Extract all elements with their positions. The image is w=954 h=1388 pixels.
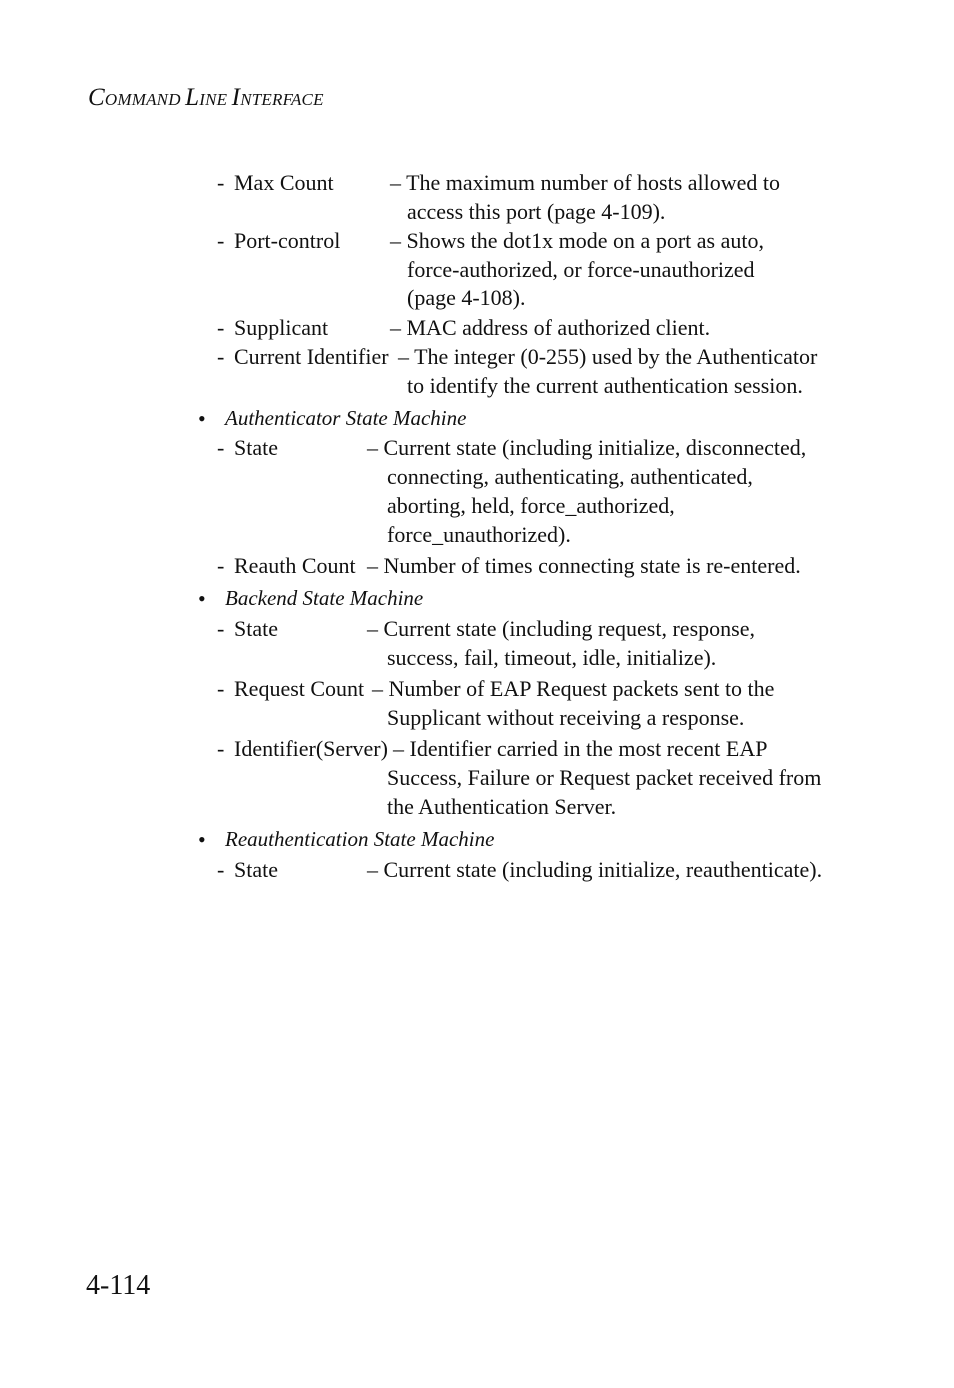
item-description-continued: Supplicant without receiving a response.: [387, 705, 745, 730]
item-dash: -: [217, 676, 225, 701]
item-description: – MAC address of authorized client.: [390, 315, 711, 340]
item-description-continued: the Authentication Server.: [387, 794, 617, 819]
item-dash: -: [217, 435, 225, 460]
item-description-continued: force_unauthorized).: [387, 522, 571, 547]
section-title: Authenticator State Machine: [225, 406, 467, 430]
item-label: Request Count: [234, 676, 365, 701]
bullet-icon: •: [198, 827, 206, 852]
item-description: – Current state (including initialize, reauthenticate).: [367, 857, 823, 882]
item-description: – Current state (including initialize, disconnected,: [367, 435, 807, 460]
item-description-continued: (page 4-108).: [407, 285, 526, 310]
running-header: COMMAND LINE INTERFACE: [88, 84, 324, 111]
item-dash: -: [217, 736, 225, 761]
item-description: – The integer (0-255) used by the Authenticator: [398, 344, 818, 369]
item-description-continued: access this port (page 4-109).: [407, 199, 666, 224]
item-dash: -: [217, 857, 225, 882]
item-label: State: [234, 616, 278, 641]
item-label: State: [234, 435, 278, 460]
item-description: – Number of times connecting state is re-entered.: [367, 553, 801, 578]
item-label: Supplicant: [234, 315, 329, 340]
item-description: – Identifier carried in the most recent EAP: [393, 736, 768, 761]
item-description: – The maximum number of hosts allowed to: [390, 170, 781, 195]
item-dash: -: [217, 170, 225, 195]
item-label: Max Count: [234, 170, 334, 195]
item-description-continued: Success, Failure or Request packet received from: [387, 765, 822, 790]
item-label: Reauth Count: [234, 553, 356, 578]
item-description-continued: to identify the current authentication session.: [407, 373, 803, 398]
section-title: Reauthentication State Machine: [225, 827, 495, 851]
item-description: – Number of EAP Request packets sent to the: [372, 676, 775, 701]
item-description: – Current state (including request, response,: [367, 616, 755, 641]
item-description-continued: aborting, held, force_authorized,: [387, 493, 675, 518]
item-description-continued: force-authorized, or force-unauthorized: [407, 257, 755, 282]
item-dash: -: [217, 344, 225, 369]
bullet-icon: •: [198, 406, 206, 431]
page-number: 4-114: [86, 1270, 151, 1301]
item-dash: -: [217, 616, 225, 641]
item-description-continued: connecting, authenticating, authenticated,: [387, 464, 753, 489]
item-description: – Shows the dot1x mode on a port as auto,: [390, 228, 764, 253]
item-description-continued: success, fail, timeout, idle, initialize).: [387, 645, 717, 670]
section-title: Backend State Machine: [225, 586, 424, 610]
item-label: Port-control: [234, 228, 341, 253]
item-dash: -: [217, 553, 225, 578]
bullet-icon: •: [198, 586, 206, 611]
item-dash: -: [217, 315, 225, 340]
item-dash: -: [217, 228, 225, 253]
item-label: State: [234, 857, 278, 882]
item-label: Current Identifier: [234, 344, 389, 369]
item-label: Identifier(Server): [234, 736, 388, 761]
